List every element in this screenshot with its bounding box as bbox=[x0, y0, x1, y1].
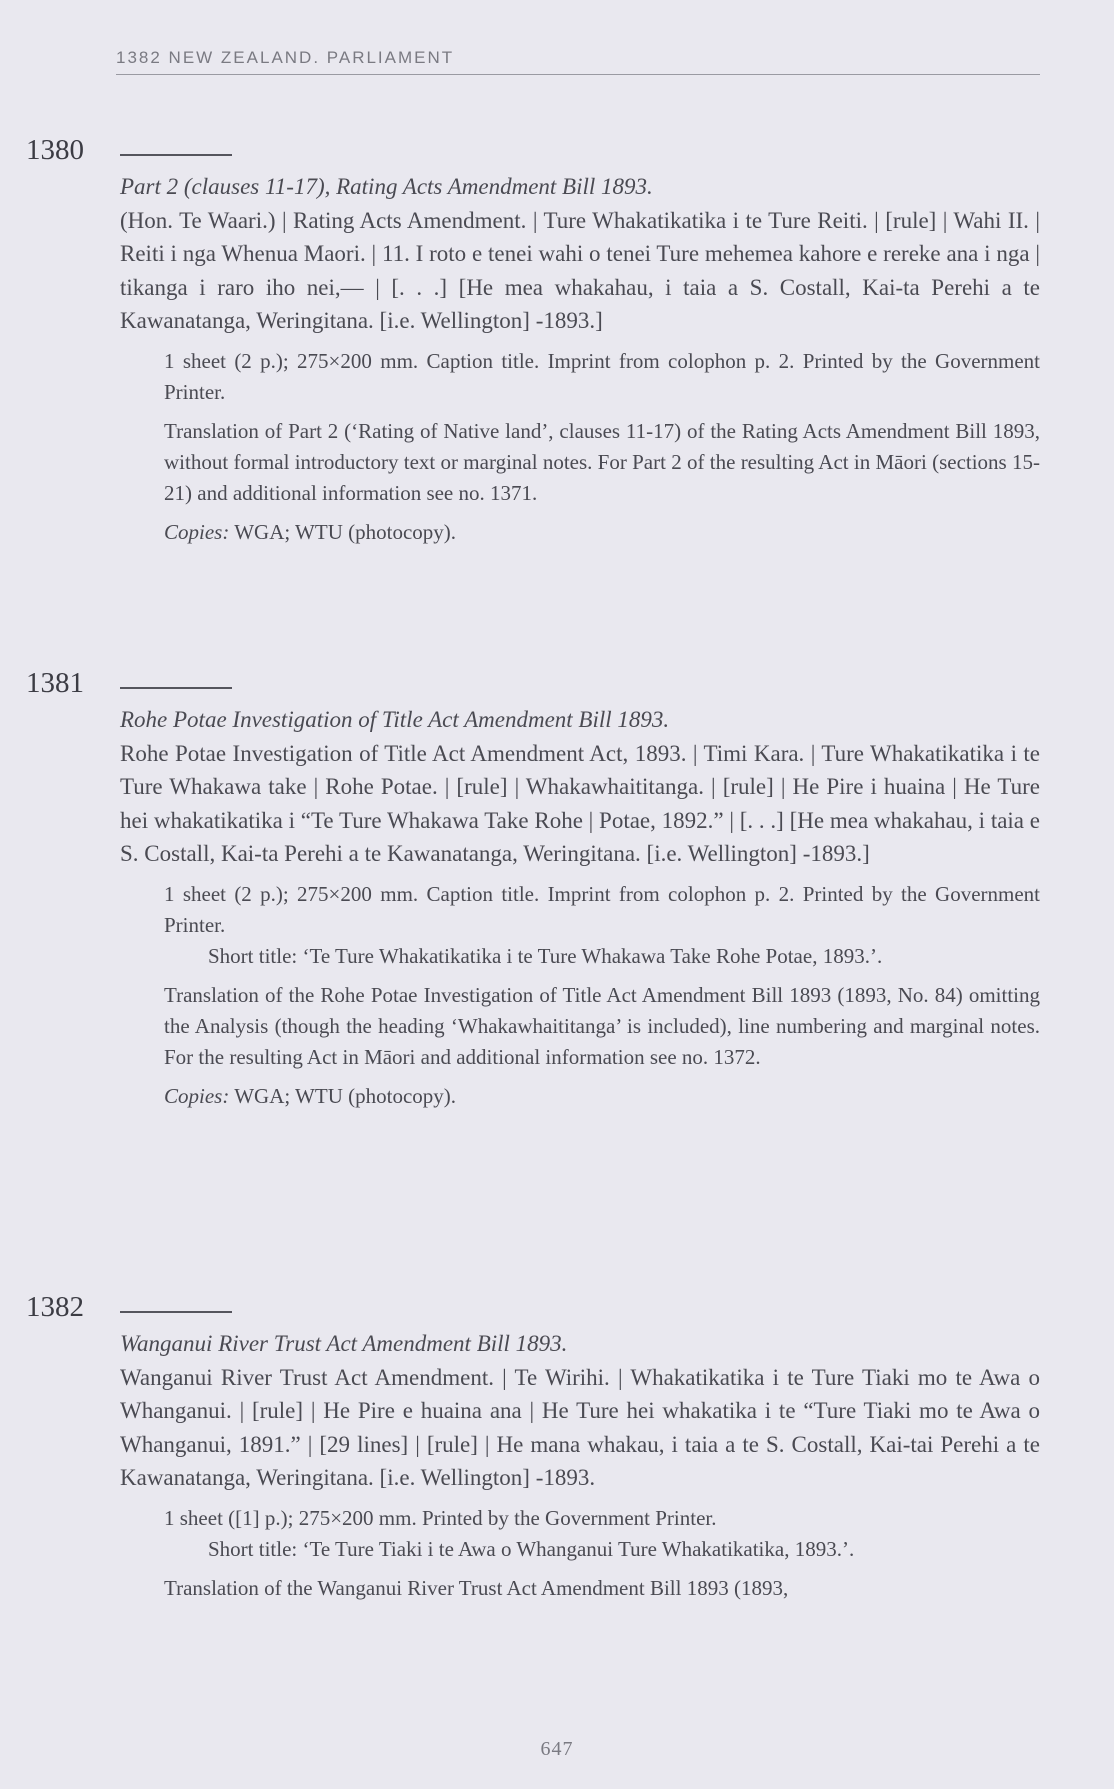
entry-transcription: Rohe Potae Investigation of Title Act Amendment Act, 1893. | Timi Kara. | Ture Whakatikatika i te Ture Whakawa take | Rohe Potae. | [rule] | Whakawhaititanga. | [rule] | He Pire i huaina | He Ture hei whakatikatika i “Te Ture Whakawa Take Rohe | Potae, 1892.” | [. . .] [He mea whakahau, i taia e S. Costall, Kai-ta Perehi a te Kawanatanga, Weringitana. [i.e. Wellington] -1893.] bbox=[120, 740, 1040, 866]
copies-label: Copies: bbox=[164, 1083, 230, 1108]
entry-copies bbox=[164, 517, 1040, 548]
entry-short-title: Short title: ‘Te Ture Tiaki i te Awa o Whanganui Ture Whakatikatika, 1893.’. bbox=[208, 1536, 855, 1561]
entry-body bbox=[120, 170, 1040, 548]
entry-short-title: Short title: ‘Te Ture Whakatikatika i te Ture Whakawa Take Rohe Potae, 1893.’. bbox=[208, 943, 883, 968]
entry-title: Wanganui River Trust Act Amendment Bill 1893. bbox=[120, 1331, 568, 1356]
entry-translation-note: Translation of Part 2 (‘Rating of Native land’, clauses 11-17) of the Rating Acts Amendment Bill 1893, without formal introductory text or marginal notes. For Part 2 of the resulting Act in Māori (sections 15-21) and additional information see no. 1371. bbox=[164, 418, 1040, 505]
entry-physical-description: 1 sheet (2 p.); 275×200 mm. Caption title. Imprint from colophon p. 2. Printed by the Government Printer. bbox=[164, 348, 1040, 404]
entry-transcription: Wanganui River Trust Act Amendment. | Te Wirihi. | Whakatikatika i te Ture Tiaki mo te Awa o Whanganui. | [rule] | He Pire e huaina ana | He Ture hei whakatika i te “Ture Tiaki mo te Awa o Whanganui, 1891.” | [29 lines] | [rule] | He mana whakau, i taia a te S. Costall, Kai-tai Perehi a te Kawanatanga, Weringitana. [i.e. Wellington] -1893. bbox=[120, 1364, 1040, 1490]
entry-translation-note: Translation of the Wanganui River Trust Act Amendment Bill 1893 (1893, bbox=[164, 1575, 789, 1600]
entry-title: Rohe Potae Investigation of Title Act Amendment Bill 1893. bbox=[120, 707, 670, 732]
entry-title: Part 2 (clauses 11-17), Rating Acts Amendment Bill 1893. bbox=[120, 174, 653, 199]
entry-rule bbox=[120, 687, 232, 689]
entry-physical-description: 1 sheet ([1] p.); 275×200 mm. Printed by the Government Printer. bbox=[164, 1505, 717, 1530]
entry-body bbox=[120, 1327, 1040, 1604]
copies-value: WGA; WTU (photocopy). bbox=[234, 1083, 457, 1108]
entry-copies bbox=[164, 1081, 1040, 1112]
entry-number: 1382 bbox=[26, 1291, 84, 1323]
entry-number: 1380 bbox=[26, 134, 84, 166]
entry-physical-description: 1 sheet (2 p.); 275×200 mm. Caption title. Imprint from colophon p. 2. Printed by the Government Printer. bbox=[164, 881, 1040, 937]
copies-value: WGA; WTU (photocopy). bbox=[234, 519, 457, 544]
running-head: 1382 NEW ZEALAND. PARLIAMENT bbox=[116, 48, 1040, 75]
page-number: 647 bbox=[540, 1738, 574, 1760]
entry-rule bbox=[120, 1311, 232, 1313]
entry-number: 1381 bbox=[26, 667, 84, 699]
entry-body bbox=[120, 703, 1040, 1112]
entry-transcription: (Hon. Te Waari.) | Rating Acts Amendment. | Ture Whakatikatika i te Ture Reiti. | [rule] | Wahi II. | Reiti i nga Whenua Maori. | 11. I roto e tenei wahi o tenei Ture mehemea kahore e rereke ana i nga | tikanga i raro iho nei,— | [. . .] [He mea whakahau, i taia a S. Costall, Kai-ta Perehi a te Kawanatanga, Weringitana. [i.e. Wellington] -1893.] bbox=[120, 207, 1040, 333]
entry-rule bbox=[120, 154, 232, 156]
entry-translation-note: Translation of the Rohe Potae Investigation of Title Act Amendment Bill 1893 (1893, No. 84) omitting the Analysis (though the heading ‘Whakawhaititanga’ is included), line numbering and marginal notes. For the resulting Act in Māori and additional information see no. 1372. bbox=[164, 982, 1040, 1069]
copies-label: Copies: bbox=[164, 519, 230, 544]
